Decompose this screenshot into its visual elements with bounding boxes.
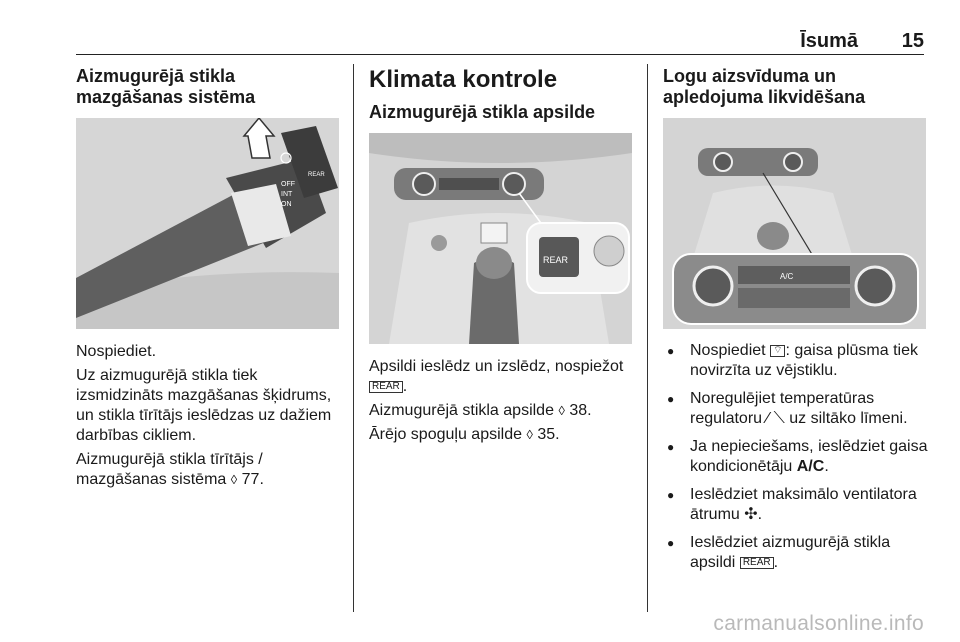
figure-ac-label: A/C [780, 272, 794, 281]
rear-washer-p3: Aizmugurējā stikla tīrītājs / mazgāšanas sistēma ◊ 77. [76, 451, 264, 488]
defog-steps-list [663, 341, 929, 573]
column-divider-2 [647, 64, 648, 612]
climate-control-title: Klimata kontrole [369, 66, 558, 93]
rear-heater-heading: Aizmugurējā stikla apsilde [369, 102, 596, 122]
list-item: ● Nospiediet ⌔ : gaisa plūsma tiek novirzīta uz vējstiklu. [663, 341, 929, 381]
rear-washer-p2: Uz aizmugurējā stikla tiek izsmidzināts mazgāšanas šķidrums, un stikla tīrītājs ieslēdzas uz dažiem darbības cikliem. [76, 367, 332, 444]
rear-washer-heading: Aizmugurējā stikla mazgāšanas sistēma [76, 66, 256, 107]
list-item: ● Ja nepieciešams, ieslēdziet gaisa kondicionētāju A/C. [663, 437, 929, 477]
lever-label-off: OFF [281, 181, 295, 188]
defog-heading: Logu aizsvīduma un apledojuma likvidēšana [663, 66, 866, 107]
wiper-lever-figure [76, 118, 339, 329]
lever-label-on: ON [281, 201, 292, 208]
figure-rear-label: REAR [543, 255, 569, 265]
page-reference[interactable]: 35. [537, 426, 560, 443]
column-climate-control [369, 66, 637, 445]
fan-icon: ✣ [744, 506, 758, 523]
temp-knob-icon [413, 173, 435, 195]
page-reference[interactable]: 38. [569, 402, 592, 419]
column-divider-1 [353, 64, 354, 612]
temperature-knob-icon: ⁄ ⟍ [766, 410, 785, 427]
ac-label: A/C [796, 458, 825, 475]
page-ref-arrow-icon: ◊ [558, 403, 565, 418]
list-item: ● Ieslēdziet maksimālo ventilatora ātrumu ✣. [663, 485, 929, 525]
fan-knob-icon [503, 173, 525, 195]
page-reference[interactable]: 77. [241, 471, 264, 488]
rear-heater-icon: REAR [740, 557, 774, 569]
list-item: ● Ieslēdziet aizmugurējā stikla apsildi REAR . [663, 533, 929, 573]
rear-heater-p3: Ārējo spoguļu apsilde ◊ 35. [369, 426, 560, 443]
lever-label-rear: REAR [308, 172, 325, 178]
watermark: carmanualsonline.info [713, 612, 924, 635]
page-section-title: Īsumā [800, 30, 858, 52]
rear-washer-p1: Nospiediet. [76, 343, 157, 360]
column-defog [663, 66, 929, 581]
rear-heater-figure [369, 133, 632, 344]
rear-heater-icon: REAR [369, 381, 403, 393]
list-item: ● Noregulējiet temperatūras regulatoru ⁄ ⟍ uz siltāko līmeni. [663, 389, 929, 429]
defog-figure [663, 118, 926, 329]
page-ref-arrow-icon: ◊ [230, 472, 238, 487]
page-number: 15 [901, 30, 924, 52]
column-rear-washer [76, 66, 342, 490]
rear-heater-p2: Aizmugurējā stikla apsilde ◊ 38. [369, 402, 592, 419]
lever-label-int: INT [281, 191, 293, 198]
windscreen-defrost-icon: ⌔ [770, 345, 785, 357]
header-rule [76, 54, 924, 55]
page-ref-arrow-icon: ◊ [526, 427, 533, 442]
rear-heater-p1: Apsildi ieslēdz un izslēdz, nospiežot REAR . [369, 358, 624, 395]
